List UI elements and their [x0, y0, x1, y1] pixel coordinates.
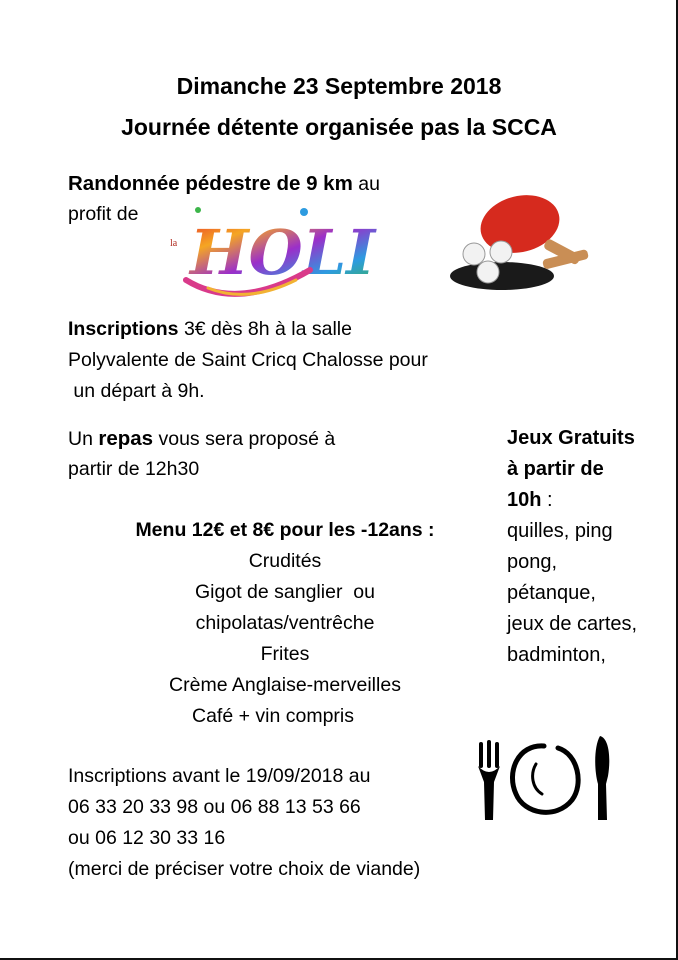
- jeux-title-line1: Jeux Gratuits: [507, 427, 635, 449]
- repas-line1: [68, 423, 335, 455]
- repas-prefix: Un: [68, 428, 99, 450]
- jeux-item: quilles, ping: [507, 520, 613, 542]
- jeux-time: 10h: [507, 489, 542, 511]
- cutlery-icon: [472, 728, 622, 828]
- menu-item: Gigot de sanglier ou: [195, 581, 375, 603]
- holi-logo-name: HOLI: [190, 216, 376, 289]
- menu-title: Menu 12€ et 8€ pour les -12ans :: [135, 519, 435, 541]
- repas-line2: partir de 12h30: [68, 458, 200, 480]
- knife-icon: [595, 736, 609, 820]
- holi-logo: [168, 188, 376, 306]
- menu-item: chipolatas/ventrêche: [195, 612, 375, 634]
- repas-suffix: vous sera proposé à: [153, 428, 336, 450]
- jeux-item: pétanque,: [507, 582, 596, 604]
- inscriptions-line3: un départ à 9h.: [68, 380, 205, 402]
- footer-note: (merci de préciser votre choix de viande): [68, 858, 421, 880]
- menu-item: Crème Anglaise-merveilles: [169, 674, 401, 696]
- footer-phone-line2: ou 06 12 30 33 16: [68, 827, 226, 849]
- repas-bold: repas: [98, 427, 154, 450]
- footer-phone-line1: 06 33 20 33 98 ou 06 88 13 53 66: [68, 796, 361, 818]
- holi-logo-small: la: [170, 238, 178, 249]
- menu-item: Café + vin compris: [191, 705, 355, 727]
- randonnee-bold: Randonnée pédestre de 9 km: [68, 172, 353, 195]
- event-title: Journée détente organisée pas la SCCA: [121, 114, 557, 140]
- menu-block: [90, 515, 480, 732]
- jeux-item: jeux de cartes,: [507, 613, 638, 635]
- inscriptions-line2: Polyvalente de Saint Cricq Chalosse pour: [68, 349, 428, 371]
- jeux-item: badminton,: [507, 644, 606, 666]
- fork-icon: [478, 740, 500, 820]
- inscriptions-rest: 3€ dès 8h à la salle: [178, 318, 352, 340]
- randonnee-line2: profit de: [68, 203, 139, 225]
- menu-item: Frites: [260, 643, 310, 665]
- jeux-title-line2: à partir de: [507, 458, 604, 480]
- event-date: Dimanche 23 Septembre 2018: [176, 73, 502, 99]
- plate-icon: [512, 746, 578, 812]
- jeux-block: [507, 423, 637, 671]
- jeux-item: pong,: [507, 551, 558, 573]
- inscriptions-bold: Inscriptions: [68, 318, 179, 340]
- footer-line1: Inscriptions avant le 19/09/2018 au: [68, 765, 371, 787]
- jeux-title-line3: [507, 485, 637, 516]
- ping-pong-icon: [444, 194, 594, 296]
- jeux-colon: :: [541, 489, 553, 511]
- menu-item: Crudités: [248, 550, 322, 572]
- randonnee-rest: au: [352, 173, 380, 195]
- inscriptions-line1: [68, 314, 352, 345]
